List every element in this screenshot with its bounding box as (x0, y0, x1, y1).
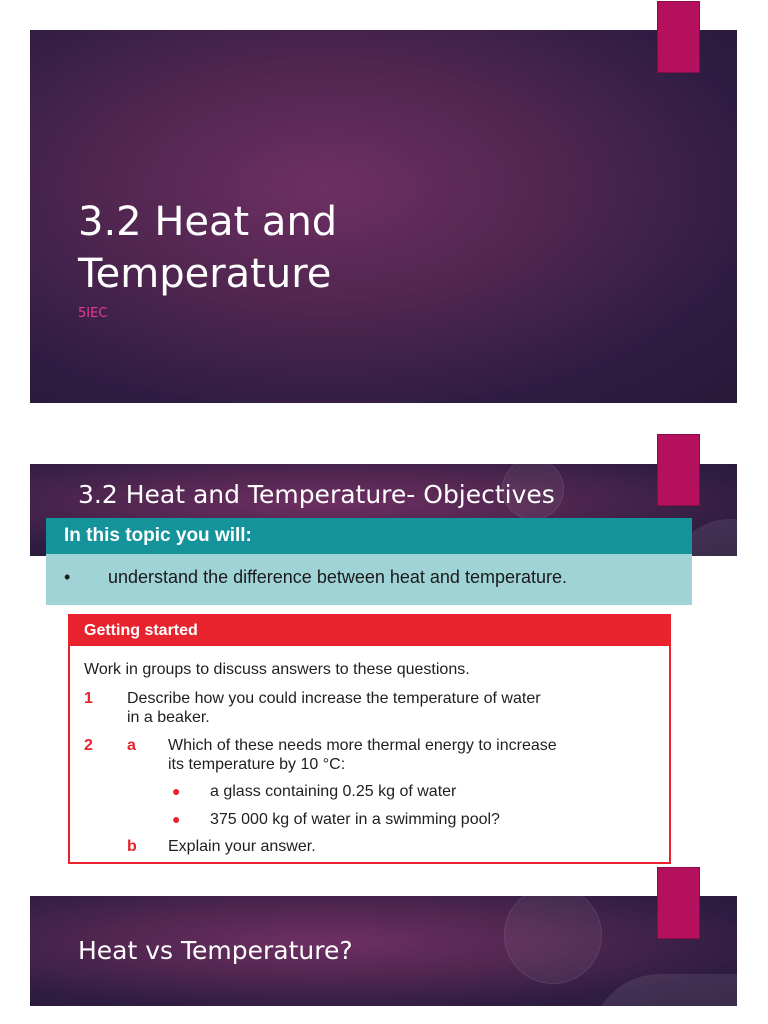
intro-text: Work in groups to discuss answers to these questions. (84, 661, 470, 678)
objectives-heading: In this topic you will: (46, 518, 692, 554)
title-line-2: Temperature (78, 251, 332, 297)
accent-tab (657, 434, 700, 506)
accent-tab (657, 1, 700, 73)
question-number: 2 (84, 737, 93, 754)
slide-title (78, 196, 337, 300)
objective-item: understand the difference between heat and temperature. (108, 567, 567, 587)
title-slide (30, 30, 737, 403)
accent-tab (657, 867, 700, 939)
heat-vs-temperature-slide (30, 896, 737, 1006)
objectives-box (46, 518, 692, 605)
getting-started-heading: Getting started (70, 616, 669, 646)
slide-title: 3.2 Heat and Temperature- Objectives (78, 480, 555, 509)
question-text: Which of these needs more thermal energy to increase (168, 737, 557, 754)
question-text: Explain your answer. (168, 838, 316, 855)
question-text: its temperature by 10 °C: (168, 756, 346, 773)
option-text: a glass containing 0.25 kg of water (210, 783, 457, 800)
getting-started-box (68, 614, 671, 864)
objectives-list (46, 554, 692, 605)
bullet-icon: ● (172, 783, 181, 799)
option-text: 375 000 kg of water in a swimming pool? (210, 811, 500, 828)
decorative-circle (504, 896, 602, 984)
title-line-1: 3.2 Heat and (78, 199, 338, 245)
slide-title: Heat vs Temperature? (78, 936, 353, 965)
question-letter: b (127, 838, 137, 855)
question-letter: a (127, 737, 136, 754)
question-text: Describe how you could increase the temperature of water (127, 690, 541, 707)
question-text: in a beaker. (127, 709, 210, 726)
slide-subtitle: 5IEC (78, 306, 108, 321)
question-number: 1 (84, 690, 93, 707)
decorative-swoosh (590, 974, 737, 1006)
bullet-icon: • (64, 567, 71, 587)
bullet-icon: ● (172, 811, 181, 827)
